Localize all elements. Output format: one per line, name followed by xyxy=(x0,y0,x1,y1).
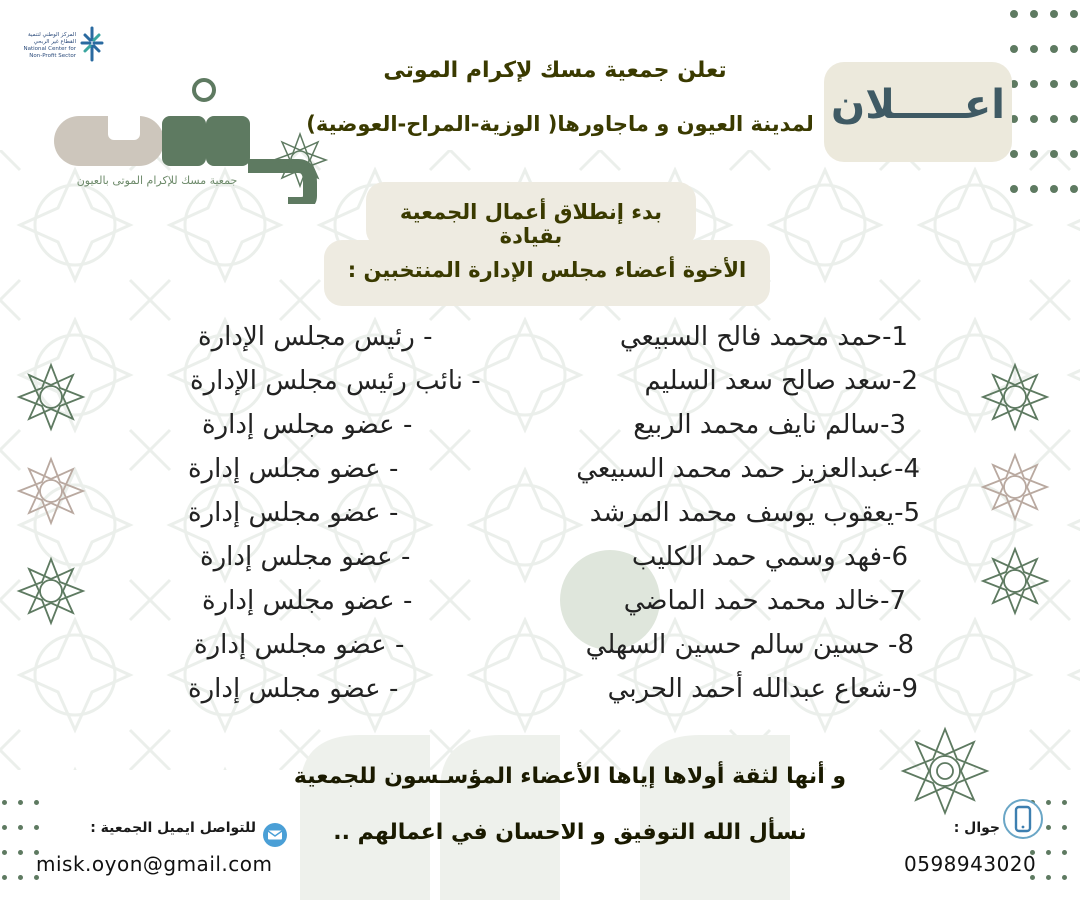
ornament-star-icon xyxy=(16,362,86,432)
list-item xyxy=(160,630,930,670)
misk-logo xyxy=(48,74,334,204)
national-center-mark-icon xyxy=(80,26,104,62)
member-name: 3-سالم نايف محمد الربيع xyxy=(633,410,906,440)
closing-line-2: نسأل الله التوفيق و الاحسان في اعمالهم .. xyxy=(333,820,807,845)
member-role: - عضو مجلس إدارة xyxy=(194,630,405,660)
ornament-star-large-icon xyxy=(900,726,990,816)
member-role: - عضو مجلس إدارة xyxy=(188,454,399,484)
member-name: 6-فهد وسمي حمد الكليب xyxy=(631,542,908,572)
intro-line-1: بدء إنطلاق أعمال الجمعية بقيادة xyxy=(399,200,663,248)
ornament-star-icon xyxy=(980,452,1050,522)
member-name: 7-خالد محمد حمد الماضي xyxy=(623,586,906,616)
email-label: للتواصل ايميل الجمعية : xyxy=(90,820,256,836)
member-role: - رئيس مجلس الإدارة xyxy=(198,322,433,352)
dot-grid-top-right xyxy=(1010,10,1080,193)
list-item xyxy=(160,498,930,538)
phone-number[interactable]: 0598943020 xyxy=(904,852,1037,876)
member-role: - عضو مجلس إدارة xyxy=(188,498,399,528)
member-role: - نائب رئيس مجلس الإدارة xyxy=(190,366,481,396)
list-item xyxy=(160,586,930,626)
list-item xyxy=(160,454,930,494)
page-title: تعلن جمعية مسك لإكرام الموتى xyxy=(383,58,727,83)
member-name: 8- حسين سالم حسين السهلي xyxy=(585,630,914,660)
email-address[interactable]: misk.oyon@gmail.com xyxy=(36,852,273,876)
mail-icon xyxy=(262,822,288,848)
list-item xyxy=(160,674,930,714)
closing-line-1: و أنها لثقة أولاها إياها الأعضاء المؤسـسون للجمعية xyxy=(293,764,847,789)
national-center-logo xyxy=(20,26,102,66)
member-role: - عضو مجلس إدارة xyxy=(202,586,413,616)
list-item xyxy=(160,322,930,362)
list-item xyxy=(160,410,930,450)
page-subtitle: لمدينة العيون و ماجاورها( الوزية-المراح-العوضية) xyxy=(306,112,814,136)
member-role: - عضو مجلس إدارة xyxy=(202,410,413,440)
member-name: 4-عبدالعزيز حمد محمد السبيعي xyxy=(576,454,920,484)
ornament-star-icon xyxy=(980,362,1050,432)
mobile-phone-icon xyxy=(1002,798,1044,840)
intro-line-2: الأخوة أعضاء مجلس الإدارة المنتخبين : xyxy=(347,258,747,282)
list-item xyxy=(160,366,930,406)
ornament-star-icon xyxy=(16,556,86,626)
partner-text: المركز الوطني لتنمية القطاع غير الربحي National Center for Non-Profit Sector xyxy=(23,32,76,59)
member-role: - عضو مجلس إدارة xyxy=(200,542,411,572)
member-name: 9-شعاع عبدالله أحمد الحربي xyxy=(607,674,918,704)
list-item xyxy=(160,542,930,582)
misk-caption: جمعية مسك للإكرام الموتى بالعيون xyxy=(76,174,238,187)
member-role: - عضو مجلس إدارة xyxy=(188,674,399,704)
announcement-badge: اعـــــلان xyxy=(831,82,1005,128)
member-name: 1-حمد محمد فالح السبيعي xyxy=(619,322,908,352)
ornament-star-icon xyxy=(980,546,1050,616)
ornament-star-icon xyxy=(16,456,86,526)
member-name: 5-يعقوب يوسف محمد المرشد xyxy=(589,498,920,528)
member-name: 2-سعد صالح سعد السليم xyxy=(644,366,918,396)
phone-label: جوال : xyxy=(953,820,1000,836)
